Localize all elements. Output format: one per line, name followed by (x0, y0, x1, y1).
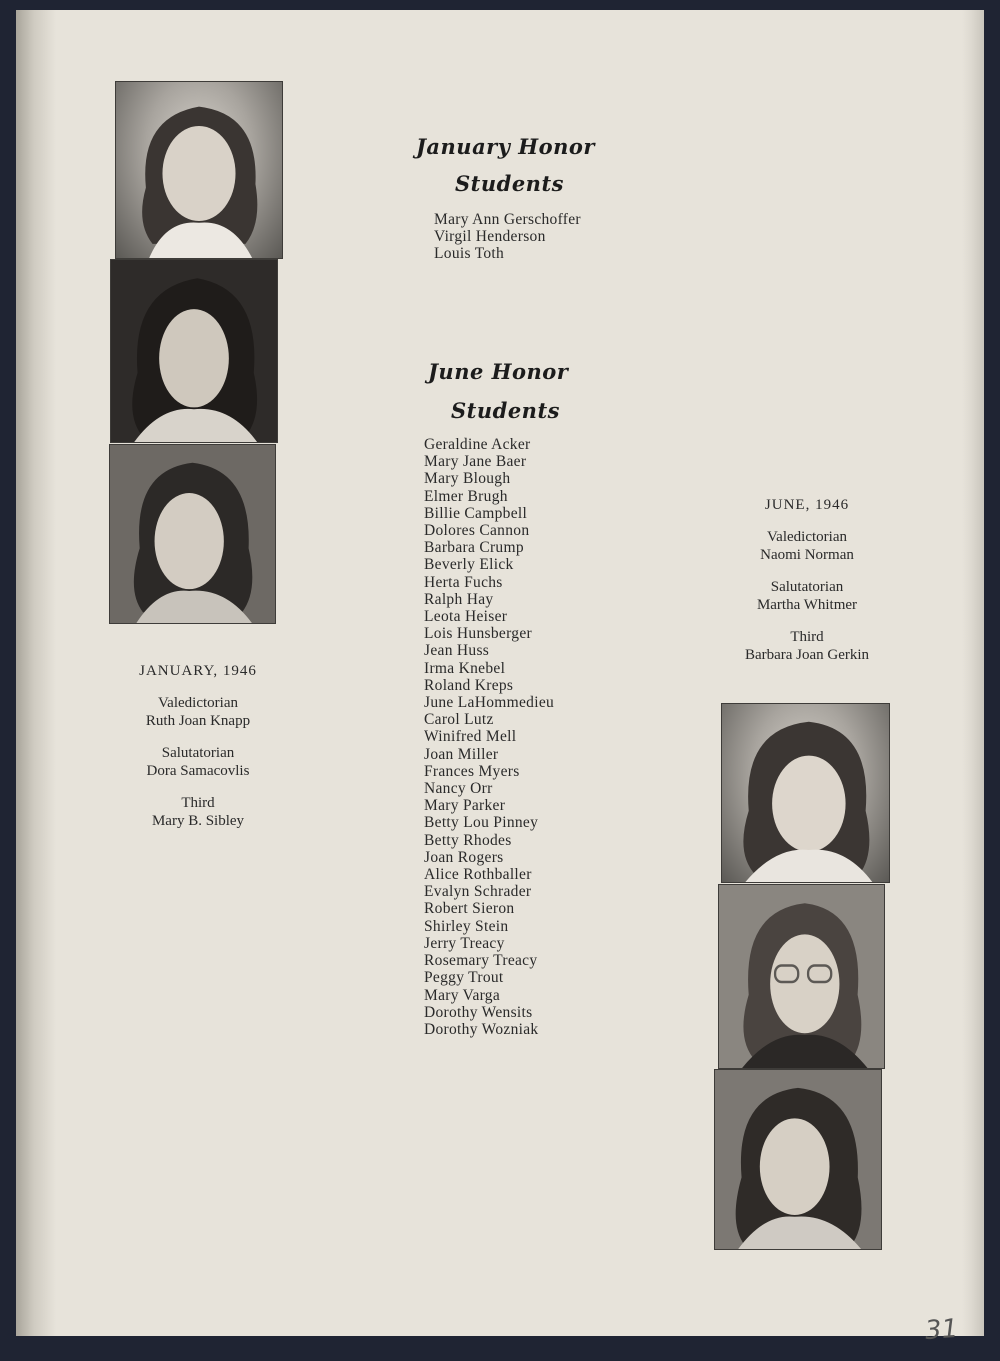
june-students-heading: Students (451, 398, 560, 423)
list-item: Frances Myers (424, 762, 520, 780)
january-class-title: JANUARY, 1946 (139, 663, 257, 679)
list-item: Lois Hunsberger (424, 625, 532, 643)
page-edge (962, 10, 984, 1336)
june-graduates-block (717, 496, 897, 664)
list-item: Dorothy Wozniak (424, 1020, 539, 1038)
list-item: Shirley Stein (424, 917, 509, 935)
list-item: Winifred Mell (424, 728, 517, 746)
list-item: Rosemary Treacy (424, 952, 538, 970)
portrait-photo-january-valedictorian (115, 81, 283, 259)
list-item: Ralph Hay (424, 590, 494, 608)
valedictorian-label: Valedictorian (767, 529, 847, 545)
january-students-heading: Students (455, 171, 564, 196)
portrait-photo-january-salutatorian (110, 259, 278, 443)
january-graduates-block (108, 662, 288, 830)
list-item: Peggy Trout (424, 969, 504, 987)
third-name: Barbara Joan Gerkin (744, 647, 870, 663)
list-item: Joan Miller (424, 745, 499, 763)
list-item: Dorothy Wensits (424, 1003, 533, 1021)
january-honor-heading: January Honor (416, 134, 595, 159)
list-item: Roland Kreps (424, 676, 514, 694)
list-item: Betty Lou Pinney (424, 814, 539, 832)
list-item: Barbara Crump (424, 539, 524, 557)
list-item: Elmer Brugh (424, 487, 508, 505)
third-label: Third (181, 795, 215, 811)
list-item: Geraldine Acker (424, 436, 531, 453)
list-item: Betty Rhodes (424, 831, 512, 849)
list-item: Mary Varga (424, 986, 501, 1004)
list-item: Robert Sieron (424, 900, 515, 918)
list-item: Jerry Treacy (424, 934, 505, 952)
june-honor-heading: June Honor (428, 359, 569, 384)
valedictorian-name: Ruth Joan Knapp (145, 713, 251, 729)
list-item: Beverly Elick (424, 556, 514, 574)
portrait-photo-june-salutatorian (718, 884, 885, 1069)
list-item: Dolores Cannon (424, 522, 530, 540)
page-number: 31 (923, 1313, 960, 1347)
list-item: Billie Campbell (424, 504, 528, 522)
salutatorian-label: Salutatorian (161, 745, 235, 761)
portrait-photo-june-valedictorian (721, 703, 890, 883)
list-item: Mary Jane Baer (424, 453, 527, 471)
portrait-photo-january-third (109, 444, 276, 624)
valedictorian-name: Naomi Norman (760, 547, 854, 563)
list-item: Carol Lutz (424, 711, 494, 729)
page-binding (16, 10, 56, 1336)
list-item: Virgil Henderson (434, 228, 546, 246)
list-item: Alice Rothballer (424, 866, 532, 884)
list-item: Joan Rogers (424, 848, 504, 866)
list-item: Nancy Orr (424, 780, 493, 798)
june-honor-list (424, 436, 554, 1038)
june-class-title: JUNE, 1946 (764, 497, 850, 513)
list-item: Irma Knebel (424, 659, 506, 677)
portrait-photo-june-third (714, 1069, 882, 1250)
list-item: Mary Blough (424, 470, 511, 488)
list-item: Mary Ann Gerschoffer (434, 211, 581, 228)
salutatorian-name: Dora Samacovlis (146, 763, 250, 779)
january-honor-list (434, 211, 581, 263)
list-item: Louis Toth (434, 245, 505, 263)
list-item: Herta Fuchs (424, 573, 503, 591)
third-label: Third (790, 629, 824, 645)
list-item: Jean Huss (424, 642, 490, 660)
salutatorian-name: Martha Whitmer (756, 597, 858, 613)
list-item: June LaHommedieu (424, 694, 555, 712)
list-item: Evalyn Schrader (424, 883, 532, 901)
list-item: Mary Parker (424, 797, 506, 815)
list-item: Leota Heiser (424, 608, 508, 626)
salutatorian-label: Salutatorian (770, 579, 844, 595)
third-name: Mary B. Sibley (151, 813, 245, 829)
valedictorian-label: Valedictorian (158, 695, 238, 711)
